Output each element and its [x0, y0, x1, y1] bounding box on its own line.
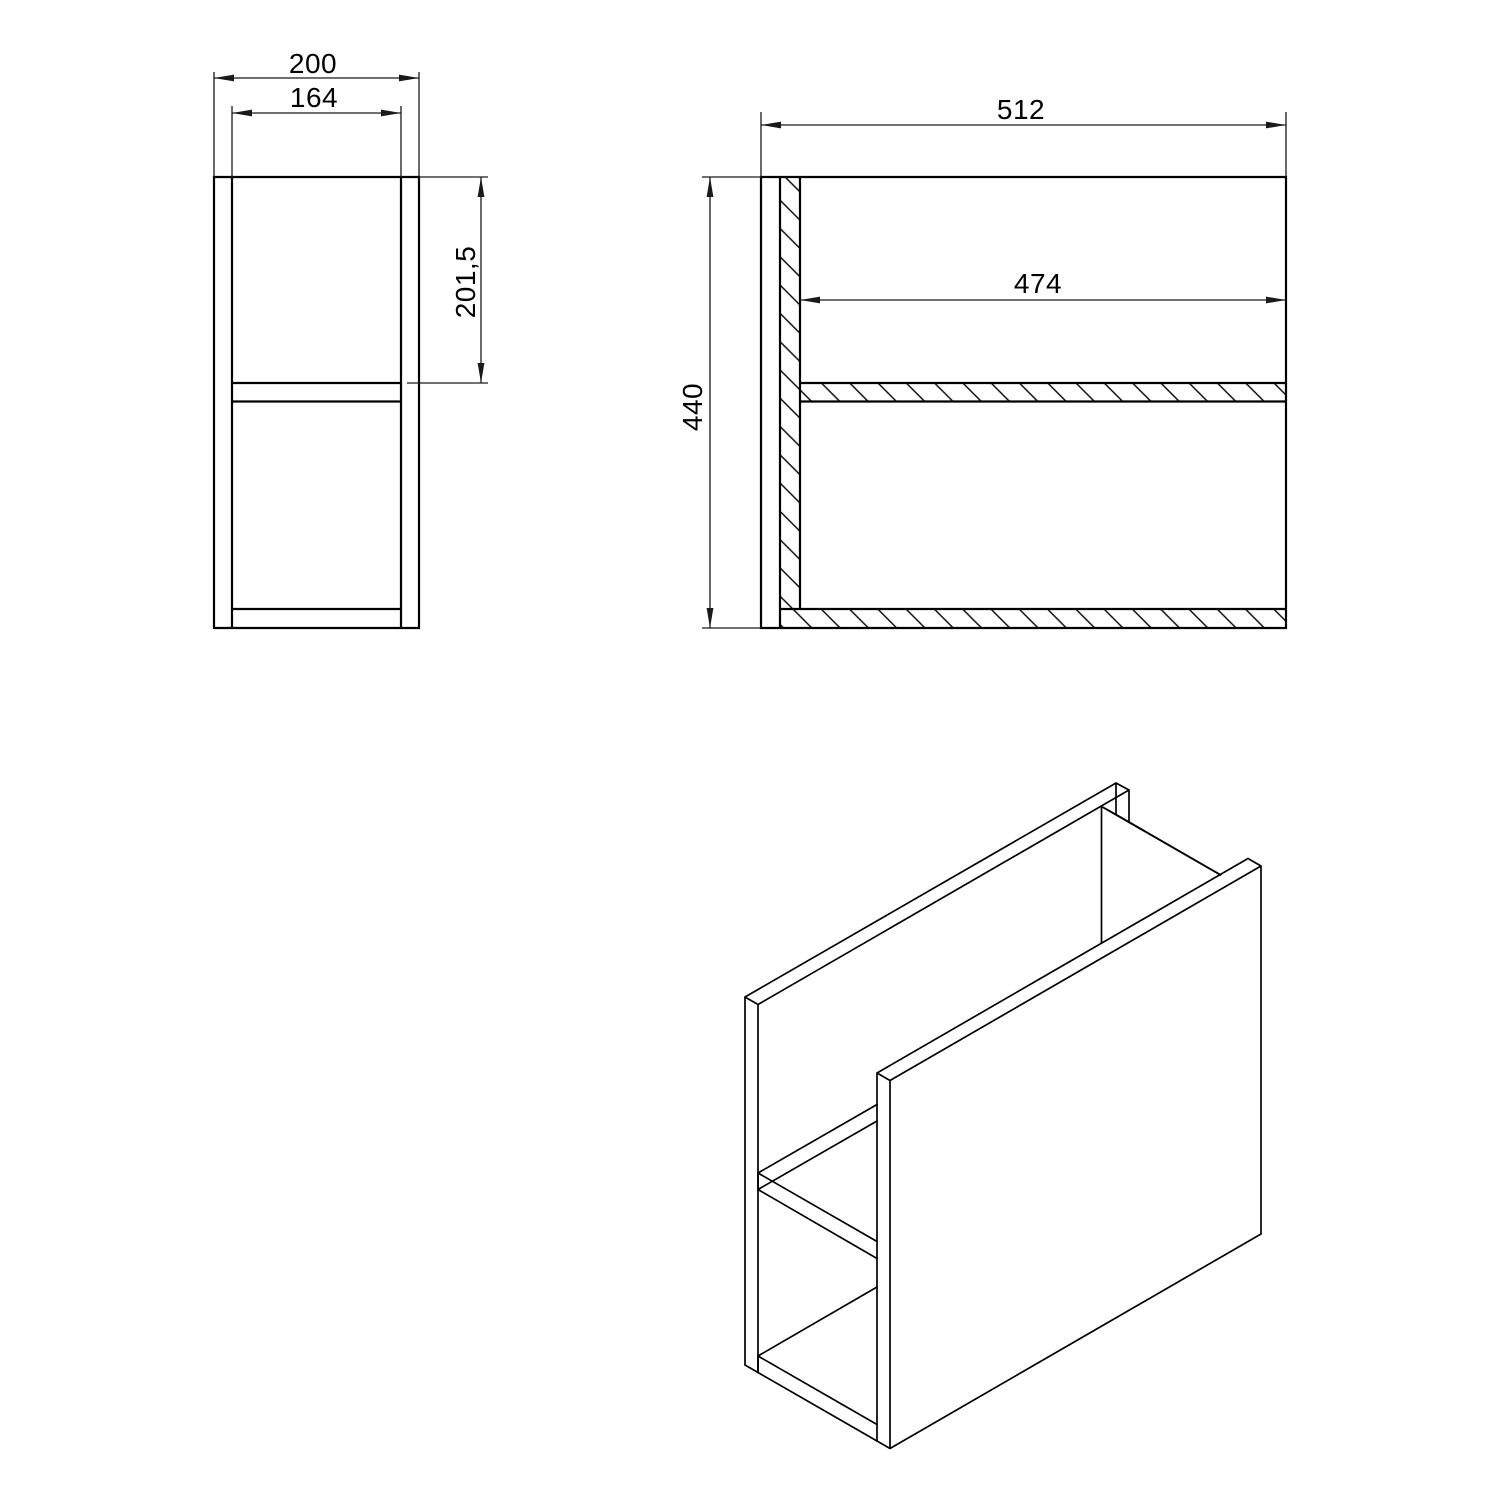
side-overall-height-label: 440: [677, 382, 708, 432]
isometric-view: [745, 783, 1261, 1449]
iso-left-panel: [745, 783, 1129, 1373]
side-outer-depth-label: 512: [996, 94, 1046, 125]
front-inner-width-label: 164: [289, 82, 339, 113]
section-hatch-back-panel: [780, 177, 800, 609]
front-upper-height-label: 201,5: [450, 245, 481, 319]
iso-bottom-shelf: [758, 1287, 877, 1441]
dimension-front-inner-width: [232, 82, 401, 177]
section-hatch-middle-shelf: [800, 383, 1286, 402]
dimension-side-outer-depth: [761, 94, 1286, 177]
iso-right-panel: [877, 859, 1261, 1449]
side-section-view: [677, 94, 1286, 628]
side-view-outline: [761, 177, 1286, 628]
iso-back-panel: [1102, 807, 1221, 944]
dimension-side-overall-height: [677, 177, 761, 628]
iso-middle-shelf: [758, 1105, 877, 1259]
front-view-outline: [214, 177, 419, 628]
front-outer-width-label: 200: [288, 48, 338, 79]
front-view: [214, 48, 488, 628]
dimension-side-inner-depth: [800, 268, 1286, 303]
section-hatch-bottom-shelf: [780, 609, 1286, 628]
side-inner-depth-label: 474: [1013, 268, 1063, 299]
